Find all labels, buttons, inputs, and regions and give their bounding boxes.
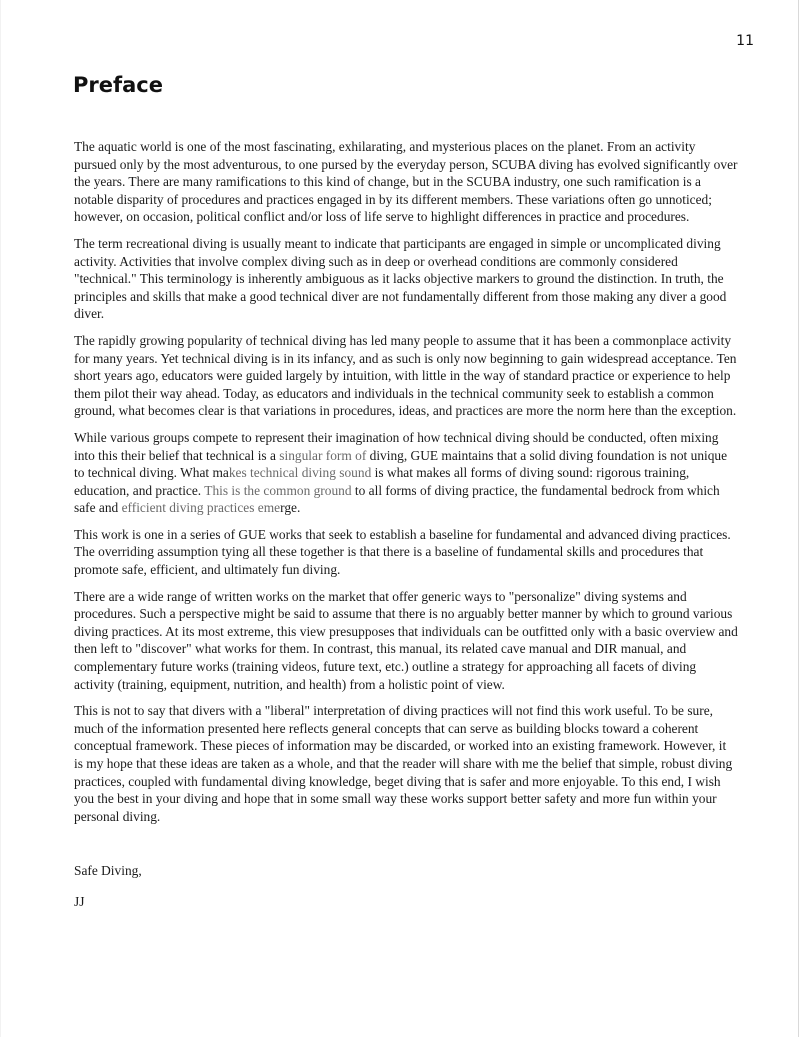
- text-run: While various groups compete to represent their imagination of how technical diving should be conducted, often mixing into this their belief that technical is a: [74, 429, 719, 463]
- page-title: Preface: [73, 73, 163, 97]
- closing-line: Safe Diving,: [74, 863, 142, 879]
- faded-text-run: This is the common ground: [204, 482, 352, 498]
- faded-text-run: efficient diving practices eme: [121, 500, 281, 516]
- preface-body: [74, 138, 738, 911]
- paragraph: There are a wide range of written works on the market that offer generic ways to "personalize" diving systems and procedures. Such a perspective might be said to assume that there is no arguably better manner by which to ground various diving practices. At its most extreme, this view presupposes that individuals can be outfitted only with a basic overview and then left to "discover" what works for them. In contrast, this manual, its related cave manual and DIR manual, and complementary future works (training videos, future text, etc.) outline a strategy for approaching all facets of diving activity (training, equipment, nutrition, and health) from a holistic point of view.: [74, 588, 738, 692]
- paragraph: The aquatic world is one of the most fascinating, exhilarating, and mysterious places on the planet. From an activity pursued only by the most adventurous, to one pursed by the everyday person, SCUBA diving has evolved significantly over the years. There are many ramifications to this kind of change, but in the SCUBA industry, one such ramification is a notable disparity of procedures and practices engaged in by its different members. These variations often go unnoticed; however, on occasion, political conflict and/or loss of life serve to highlight differences in practice and procedures.: [74, 139, 738, 225]
- paragraph: This is not to say that divers with a "liberal" interpretation of diving practices will not find this work useful. To be sure, much of the information presented here reflects general concepts that can serve as building blocks toward a coherent conceptual framework. These pieces of information may be discarded, or worked into an existing framework. However, it is my hope that these ideas are taken as a whole, and that the reader will share with me the belief that simple, robust diving practices, coupled with fundamental diving knowledge, beget diving that is safer and more enjoyable. To this end, I wish you the best in your diving and hope that in some small way these works support better safety and more fun within your personal diving.: [74, 703, 733, 824]
- author-signature: JJ: [74, 893, 85, 909]
- paragraph: The term recreational diving is usually meant to indicate that participants are engaged in simple or uncomplicated diving activity. Activities that involve complex diving such as in deep or overhead conditions are commonly considered "technical." This terminology is inherently ambiguous as it lacks objective markers to ground the distinction. In truth, the principles and skills that make a good technical diver are not fundamentally different from those making any diver a good diver.: [74, 235, 727, 322]
- paragraph: The rapidly growing popularity of technical diving has led many people to assume that it has been a commonplace activity for many years. Yet technical diving is in its infancy, and as such is only now beginning to gain widespread acceptance. Ten short years ago, educators were guided largely by intuition, with little in the way of standard practice or experience to help them pilot their way ahead. Today, as educators and individuals in the technical community seek to establish a common ground, what becomes clear is that variations in procedures, ideas, and practices are more the norm here than the exception.: [74, 332, 737, 419]
- faded-text-run: kes technical diving sound: [228, 465, 372, 481]
- paragraph: [74, 429, 738, 517]
- text-run: is what makes all forms of diving sound: rigorous training, education, and practice.: [74, 465, 690, 498]
- page-number: 11: [736, 33, 754, 49]
- text-run: diving, GUE maintains that a solid diving foundation is not unique to technical diving. What ma: [74, 447, 728, 481]
- text-run: rge.: [280, 500, 301, 516]
- signoff: [74, 862, 738, 910]
- text-run: to all forms of diving practice, the fundamental bedrock from which safe and: [74, 482, 720, 516]
- faded-text-run: singular form of: [279, 447, 367, 463]
- paragraph: This work is one in a series of GUE works that seek to establish a baseline for fundamental and advanced diving practices. The overriding assumption tying all these together is that there is a baseline of fundamental skills and procedures that promote safe, efficient, and ultimately fun diving.: [74, 526, 731, 578]
